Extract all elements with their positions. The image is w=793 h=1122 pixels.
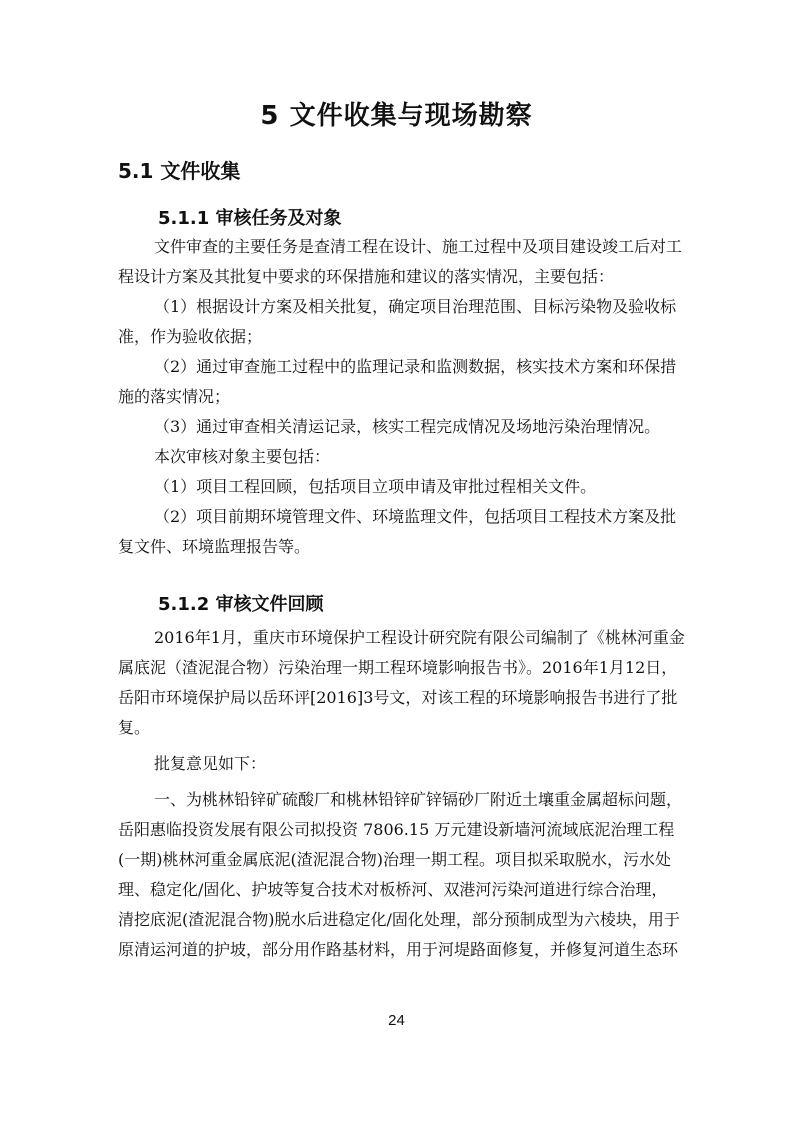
paragraph-line: （2）通过审查施工过程中的监理记录和监测数据，核实技术方案和环保措: [154, 357, 677, 376]
section-heading-5-1-2: 5.1.2 审核文件回顾: [158, 594, 324, 615]
paragraph-line: 施的落实情况；: [118, 387, 231, 406]
page-number: 24: [388, 1012, 405, 1029]
paragraph-line: 复。: [118, 718, 151, 737]
paragraph-line: (一期)桃林河重金属底泥(渣泥混合物)治理一期工程。项目拟采取脱水，污水处: [118, 850, 671, 869]
paragraph-line: 准，作为验收依据；: [118, 327, 263, 346]
paragraph-line: 本次审核对象主要包括：: [154, 447, 331, 466]
paragraph-line: （2）项目前期环境管理文件、环境监理文件，包括项目工程技术方案及批: [154, 507, 677, 526]
paragraph-line: 一、为桃林铅锌矿硫酸厂和桃林铅锌矿锌镉砂厂附近土壤重金属超标问题，: [154, 790, 683, 809]
section-5-1-1-body: [118, 232, 683, 562]
paragraph-line: 复文件、环境监理报告等。: [118, 537, 311, 556]
paragraph-line: 属底泥（渣泥混合物）污染治理一期工程环境影响报告书》。2016年1月12日，: [118, 658, 678, 677]
paragraph-line: 文件审查的主要任务是查清工程在设计、施工过程中及项目建设竣工后对工: [154, 237, 683, 256]
paragraph-line: （1）项目工程回顾，包括项目立项申请及审批过程相关文件。: [154, 477, 597, 496]
paragraph-line: （1）根据设计方案及相关批复，确定项目治理范围、目标污染物及验收标: [154, 297, 677, 316]
paragraph-line: 批复意见如下：: [154, 754, 267, 773]
section-5-1-2-body: [118, 623, 685, 965]
paragraph-line: 原清运河道的护坡，部分用作路基材料，用于河堤路面修复，并修复河道生态环: [118, 940, 679, 959]
section-heading-5-1: 5.1 文件收集: [118, 159, 241, 183]
paragraph-line: 岳阳惠临投资发展有限公司拟投资 7806.15 万元建设新墙河流域底泥治理工程: [118, 820, 675, 839]
paragraph-line: 岳阳市环境保护局以岳环评[2016]3号文，对该工程的环境影响报告书进行了批: [118, 688, 678, 707]
chapter-title: 5 文件收集与现场勘察: [260, 101, 533, 131]
paragraph-line: （3）通过审查相关清运记录，核实工程完成情况及场地污染治理情况。: [154, 417, 661, 436]
paragraph-line: 2016年1月，重庆市环境保护工程设计研究院有限公司编制了《桃林河重金: [154, 628, 685, 647]
paragraph-line: 程设计方案及其批复中要求的环保措施和建议的落实情况，主要包括：: [118, 267, 615, 286]
section-heading-5-1-1: 5.1.1 审核任务及对象: [158, 208, 342, 229]
paragraph-line: 清挖底泥(渣泥混合物)脱水后进稳定化/固化处理，部分预制成型为六棱块，用于: [118, 910, 680, 929]
paragraph-line: 理、稳定化/固化、护坡等复合技术对板桥河、双港河污染河道进行综合治理，: [118, 880, 668, 899]
